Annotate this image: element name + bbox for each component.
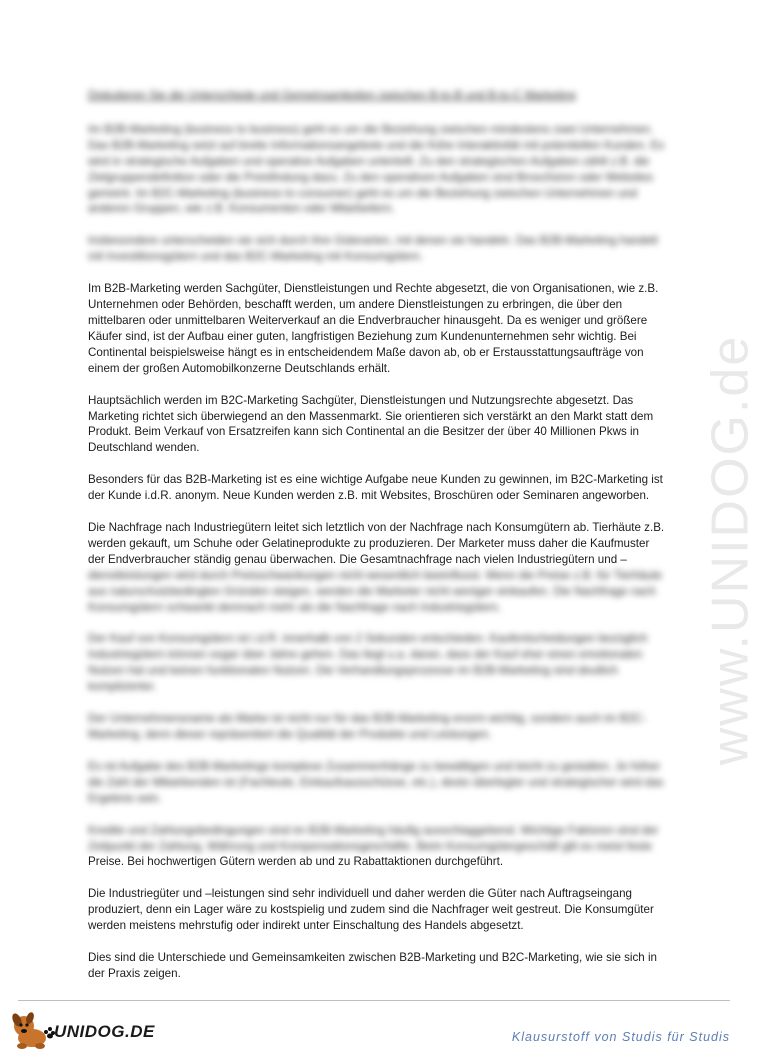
clear-text: Die Nachfrage nach Industriegütern leitet sich letztlich von der Nachfrage nach Konsumgütern ab. Tierhäute z.B. werden gekauft, um Schuhe oder Gelatineprodukte zu produzieren. Der Marketer muss daher die Kaufmuster der Endverbraucher ständig genau überwachen. Die Gesamtnachfrage nach vielen Industriegütern und –	[88, 521, 665, 566]
body-paragraph: Dies sind die Unterschiede und Gemeinsamkeiten zwischen B2B-Marketing und B2C-Marketing, wie sie sich in der Praxis zeigen.	[88, 951, 657, 980]
blurred-paragraph: Insbesondere unterscheiden sie sich durch ihre Güterarten, mit denen sie handeln. Das B2B-Marketing handelt mit Investitionsgütern und das B2C-Marketing mit Konsumgütern.	[88, 234, 658, 264]
body-paragraph: Die Industriegüter und –leistungen sind sehr individuell und daher werden die Güter nach Auftragseingang produziert, denn ein Lager wäre zu kostspielig und zudem sind die Nachfrager weit gestreut. Die Konsumgüter werden meistens mehrstufig oder indirekt unter Einschaltung des Handels abgesetzt.	[88, 887, 654, 933]
body-paragraph: Besonders für das B2B-Marketing ist es eine wichtige Aufgabe neue Kunden zu gewinnen, im B2C-Marketing ist der Kunde i.d.R. anonym. Neue Kunden werden z.B. mit Websites, Broschüren oder Seminaren angeworben.	[88, 473, 663, 503]
blurred-paragraph: Der Unternehmensname als Marke ist nicht nur für das B2B-Marketing enorm wichtig, sondern auch im B2C-Marketing, denn dieser repräsentiert die Qualität der Produkte und Leistungen.	[88, 712, 647, 741]
logo-text[interactable]: UNIDOG.DE	[54, 1022, 155, 1041]
watermark	[700, 270, 760, 830]
blurred-text: dienstleistungen wird durch Preisschwankungen nicht wesentlich beeinflusst. Wenn die Preise z.B. für Tierhäute aus naturschutzbedingten Gründen steigen, werden die Marketer nicht weniger einkaufen. Die Nachfrage nach Konsumgütern schwankt demnach mehr als die Nachfrage nach Industriegütern.	[88, 568, 662, 614]
watermark-text: www.UNIDOG.de	[701, 334, 759, 766]
footer-tagline: Klausurstoff von Studis für Studis	[511, 1030, 730, 1044]
blurred-paragraph: Der Kauf von Konsumgütern ist i.d.R. innerhalb von 2 Sekunden entschieden. Kaufentscheidungen bezüglich Industriegütern können sogar über Jahre gehen. Das liegt u.a. daran, dass der Kauf eher einen emotionalen Nutzen hat und keinen funktionalen Nutzen. Die Verhandlungsprozesse im B2B-Marketing sind deutlich komplizierter.	[88, 632, 648, 694]
clear-text: Preise. Bei hochwertigen Gütern werden ab und zu Rabattaktionen durchgeführt.	[88, 855, 504, 869]
body-paragraph: Hauptsächlich werden im B2C-Marketing Sachgüter, Dienstleistungen und Nutzungsrechte abgesetzt. Das Marketing richtet sich überwiegend an den Massenmarkt. Sie orientieren sich verstärkt an den Markt statt dem Produkt. Beim Verkauf von Ersatzreifen kann sich Continental an die Besitzer der über 40 Millionen Pkws in Deutschland wenden.	[88, 393, 654, 455]
mixed-paragraph	[88, 823, 668, 871]
footer-divider	[18, 1000, 730, 1001]
document-body	[88, 88, 668, 998]
mixed-paragraph	[88, 520, 668, 615]
document-heading: Diskutieren Sie die Unterschiede und Gemeinsamkeiten zwischen B-to-B und B-to-C Marketing	[88, 89, 576, 102]
blurred-text: Kredite und Zahlungsbedingungen sind im B2B-Marketing häufig ausschlaggebend. Wichtige Faktoren sind der Zeitpunkt der Zahlung, Währung und Kompensationsgeschäfte. Beim Konsumgütergeschäft gilt es meist feste	[88, 823, 659, 853]
blurred-paragraph: Im B2B-Marketing (business to business) geht es um die Beziehung zwischen mindestens zwei Unternehmen. Das B2B-Marketing setzt auf breite Informationsangebote und die frühe Interaktivität mit potentiellen Kunden. Es wird in strategische Aufgaben und operative Aufgaben unterteilt. Zu den strategischen Aufgaben zählt z.B. die Zielgruppendefinition oder die Preisfindung dazu. Zu den operativen Aufgaben sind Broschüren oder Websites gemeint. Im B2C-Marketing (business to consumer) geht es um die Beziehung zwischen Unternehmen und anderen Gruppen, wie z.B. Konsumenten oder Mitarbeitern.	[88, 122, 665, 216]
blurred-paragraph: Es ist Aufgabe des B2B-Marketings komplexe Zusammenhänge zu bewältigen und leicht zu gestalten. Je höher die Zahl der Mitwirkenden ist (Fachleute, Einkaufsausschüsse, etc.), desto überlegter und strategischer wird das Ergebnis sein.	[88, 759, 664, 805]
body-paragraph: Im B2B-Marketing werden Sachgüter, Dienstleistungen und Rechte abgesetzt, die von Organisationen, wie z.B. Unternehmen oder Behörden, beschafft werden, um andere Dienstleistungen zu erbringen, die über den mittelbaren oder unmittelbaren Weiterverkauf an die Endverbraucher hinausgeht. Da es weniger und größere Käufer sind, ist der Aufbau einer guten, langfristigen Beziehung zum Kundenunternehmen sehr wichtig. Bei Continental beispielsweise hängt es in entscheidendem Maße davon ab, ob er Erstausstattungsaufträge von einem der großen Automobilkonzerne Deutschlands erhält.	[88, 282, 659, 375]
